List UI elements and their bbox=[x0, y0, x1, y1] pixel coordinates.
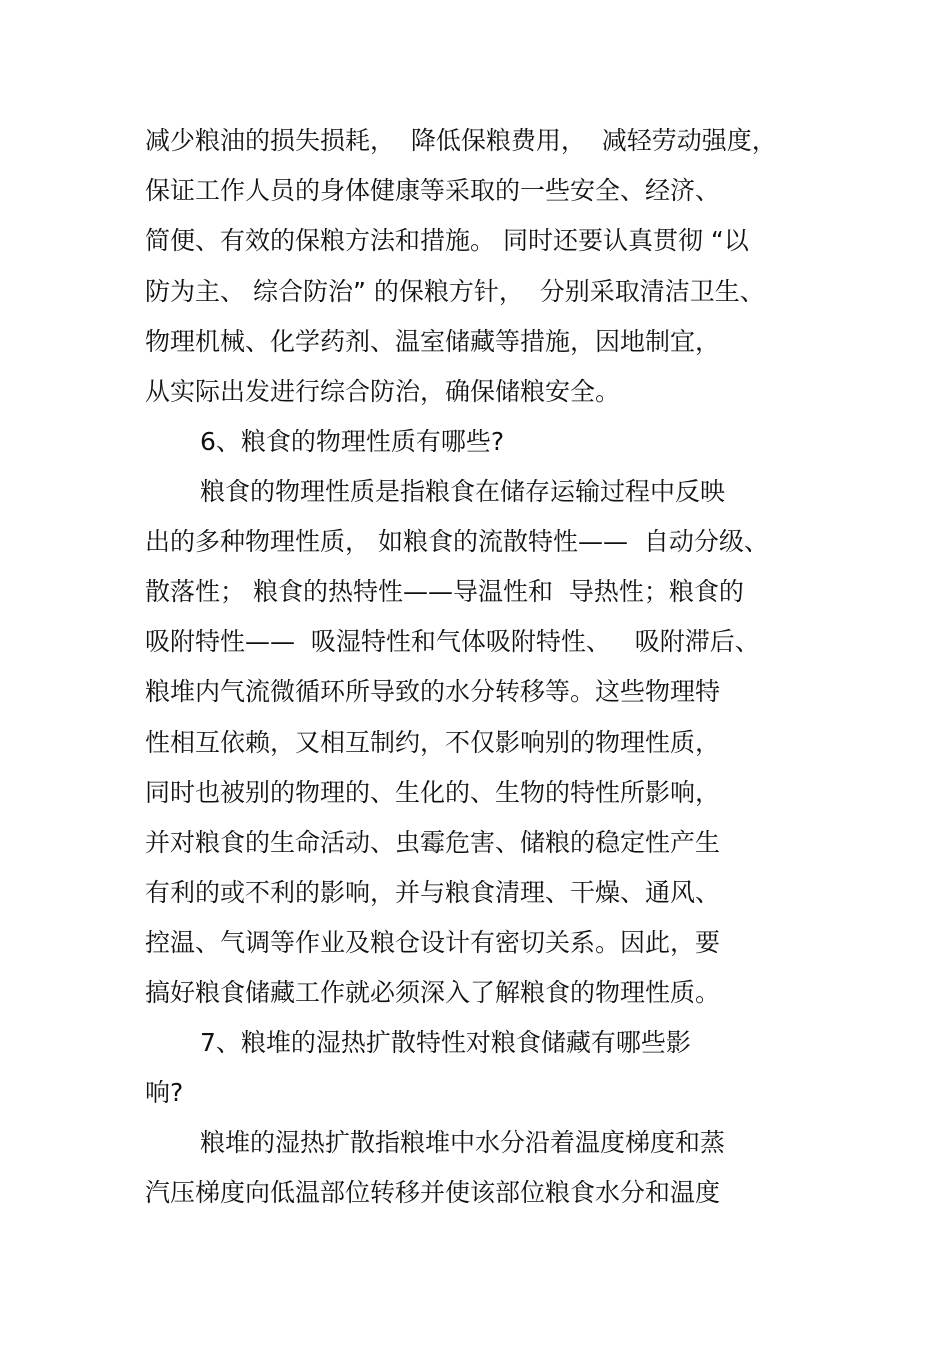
text-line: 物理机械、化学药剂、温室储藏等措施，因地制宜， bbox=[145, 327, 721, 356]
text-line: 并对粮食的生命活动、虫霉危害、储粮的稳定性产生 bbox=[145, 828, 721, 857]
text-line: 保证工作人员的身体健康等采取的一些安全、经济、 bbox=[145, 176, 721, 205]
text-line: 性相互依赖，又相互制约，不仅影响别的物理性质， bbox=[145, 728, 721, 757]
paragraph-first-line: 粮食的物理性质是指粮食在储存运输过程中反映 bbox=[200, 477, 726, 506]
text-line: 控温、气调等作业及粮仓设计有密切关系。因此，要 bbox=[145, 928, 721, 957]
section-heading: 7、粮堆的湿热扩散特性对粮食储藏有哪些影 bbox=[200, 1028, 691, 1057]
section-heading-continuation: 响? bbox=[145, 1078, 184, 1107]
section-heading: 6、粮食的物理性质有哪些? bbox=[200, 427, 505, 456]
text-line: 防为主、 综合防治” 的保粮方针， 分别采取清洁卫生、 bbox=[145, 277, 765, 306]
text-line: 出的多种物理性质， 如粮食的流散特性—— 自动分级、 bbox=[145, 527, 769, 556]
text-line: 同时也被别的物理的、生化的、生物的特性所影响， bbox=[145, 778, 721, 807]
text-line: 有利的或不利的影响，并与粮食清理、干燥、通风、 bbox=[145, 878, 721, 907]
paragraph-first-line: 粮堆的湿热扩散指粮堆中水分沿着温度梯度和蒸 bbox=[200, 1128, 726, 1157]
text-line: 搞好粮食储藏工作就必须深入了解粮食的物理性质。 bbox=[145, 978, 721, 1007]
text-line: 吸附特性—— 吸湿特性和气体吸附特性、 吸附滞后、 bbox=[145, 627, 760, 656]
text-line: 汽压梯度向低温部位转移并使该部位粮食水分和温度 bbox=[145, 1178, 721, 1207]
text-line: 散落性； 粮食的热特性——导温性和 导热性；粮食的 bbox=[145, 577, 744, 606]
text-line: 从实际出发进行综合防治，确保储粮安全。 bbox=[145, 377, 621, 406]
text-line: 减少粮油的损失损耗， 降低保粮费用， 减轻劳动强度， bbox=[145, 126, 777, 155]
text-line: 简便、有效的保粮方法和措施。 同时还要认真贯彻 “以 bbox=[145, 226, 749, 255]
text-line: 粮堆内气流微循环所导致的水分转移等。这些物理特 bbox=[145, 677, 721, 706]
